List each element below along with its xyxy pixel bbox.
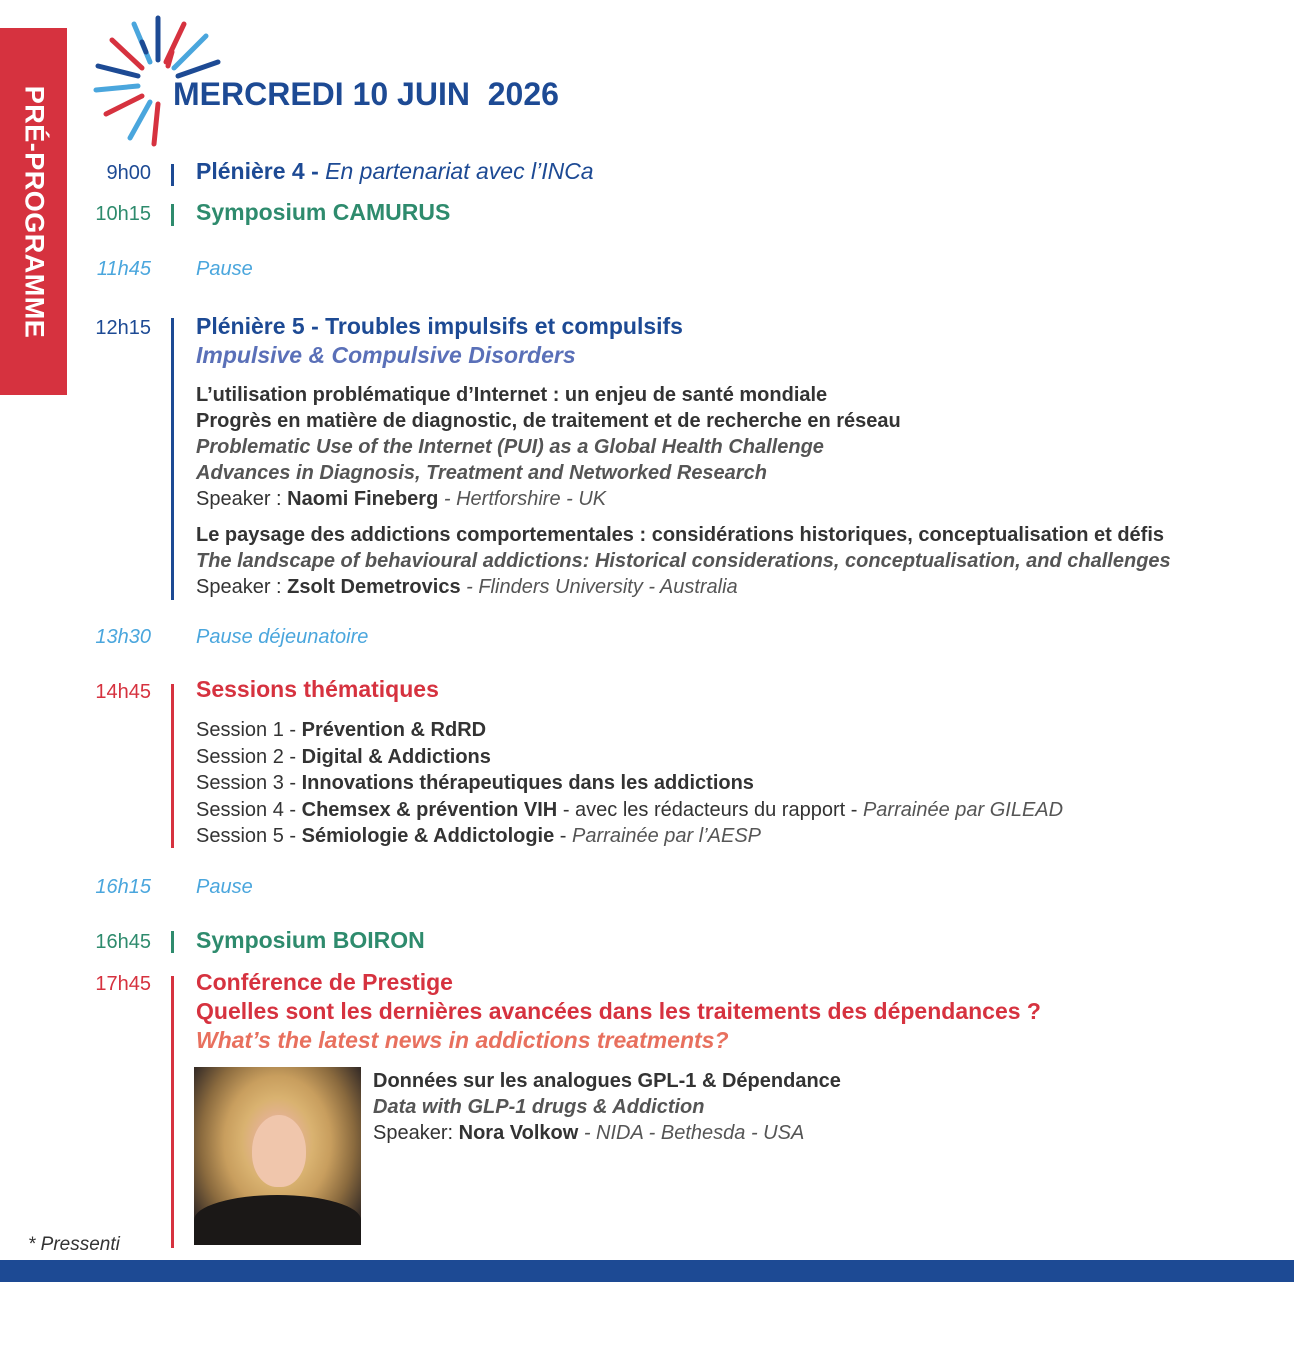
talk-volkow [373,1068,841,1146]
time-1330: 13h30 [95,626,151,648]
talk-title-en: Problematic Use of the Internet (PUI) as a Global Health Challenge [196,436,824,458]
session-name: Innovations thérapeutiques dans les addictions [301,772,754,795]
session-prefix: Session 5 - [196,825,297,848]
slot-bar [171,976,174,1248]
conference-prestige-title: Conférence de Prestige [196,969,453,995]
page-title: MERCREDI 10 JUIN 2026 [173,76,559,112]
session-prefix: Session 1 - [196,719,297,741]
slot-bar [171,318,174,600]
conference-question-fr: Quelles sont les dernières avancées dans les traitements des dépendances ? [196,998,1041,1024]
speaker-affiliation: - Flinders University - Australia [466,576,738,598]
speaker-affiliation: - NIDA - Bethesda - USA [583,1122,805,1144]
speaker-name: Zsolt Demetrovics [287,576,461,598]
speaker-label: Speaker : [196,576,282,598]
session-extra: - [559,825,567,848]
time-0900: 9h00 [106,162,151,184]
talk-title-fr: Le paysage des addictions comportementales : considérations historiques, conceptualisation et défis [196,524,1165,546]
session-extra: - avec les rédacteurs du rapport - [562,798,858,821]
pleniere-5-title: Plénière 5 - Troubles impulsifs et compulsifs [196,313,683,339]
slot-bar [171,164,174,186]
speaker-shoulders [194,1195,361,1245]
speaker-line [196,574,1171,600]
talk-title-fr: L’utilisation problématique d’Internet : un enjeu de santé mondiale [196,384,828,406]
pause-1615: Pause [196,876,253,898]
talk-title-en: Advances in Diagnosis, Treatment and Networked Research [196,462,767,484]
session-item [196,770,1063,797]
speaker-name: Naomi Fineberg [287,488,439,510]
session-item [196,744,1063,771]
speaker-line [373,1120,841,1146]
slot-bar [171,931,174,953]
session-sponsor: Parrainée par l’AESP [572,825,762,848]
session-list [196,717,1063,850]
pleniere-4-partner: En partenariat avec l’INCa [325,158,594,184]
slot-bar [171,204,174,226]
session-prefix: Session 4 - [196,798,297,821]
time-1645: 16h45 [95,931,151,953]
session-item [196,823,1063,850]
talk-fineberg [196,382,901,512]
sessions-thematiques-title: Sessions thématiques [196,676,439,702]
talk-demetrovics [196,522,1171,600]
time-1615: 16h15 [95,876,151,898]
symposium-boiron: Symposium BOIRON [196,927,425,953]
pause-1145: Pause [196,258,253,280]
pleniere-4-heading [196,158,594,185]
talk-title-en: The landscape of behavioural addictions: Historical considerations, conceptualisation, and challenges [196,550,1171,572]
footnote: * Pressenti [28,1234,120,1255]
conference-question-en: What’s the latest news in addictions treatments? [196,1027,729,1053]
side-tab [0,28,67,395]
talk-title-fr: Données sur les analogues GPL-1 & Dépendance [373,1070,841,1092]
session-name: Digital & Addictions [301,745,491,768]
session-name: Sémiologie & Addictologie [301,825,555,848]
bottom-band [0,1260,1294,1282]
time-1145: 11h45 [96,258,151,280]
session-prefix: Session 2 - [196,745,297,768]
talk-title-en: Data with GLP-1 drugs & Addiction [373,1096,705,1118]
session-prefix: Session 3 - [196,772,297,795]
time-1445: 14h45 [95,681,151,703]
speaker-name: Nora Volkow [458,1122,579,1144]
speaker-affiliation: - Hertforshire - UK [443,488,607,510]
speaker-label: Speaker: [373,1122,454,1144]
time-1015: 10h15 [95,203,151,225]
time-1745: 17h45 [95,973,151,995]
pause-dejeunatoire: Pause déjeunatoire [196,626,369,648]
pleniere-4-title: Plénière 4 - [196,158,319,184]
slot-bar [171,684,174,848]
session-item [196,717,1063,744]
talk-title-fr: Progrès en matière de diagnostic, de traitement et de recherche en réseau [196,410,901,432]
time-1215: 12h15 [95,317,151,339]
side-tab-label: PRÉ-PROGRAMME [19,85,49,338]
speaker-line [196,486,901,512]
speaker-face [252,1115,306,1187]
symposium-camurus: Symposium CAMURUS [196,199,451,225]
session-name: Chemsex & prévention VIH [301,798,558,821]
session-item [196,797,1063,824]
speaker-photo [194,1067,361,1245]
session-name: Prévention & RdRD [301,719,487,741]
speaker-label: Speaker : [196,488,282,510]
pleniere-5-subtitle: Impulsive & Compulsive Disorders [196,342,576,368]
session-sponsor: Parrainée par GILEAD [862,798,1064,821]
